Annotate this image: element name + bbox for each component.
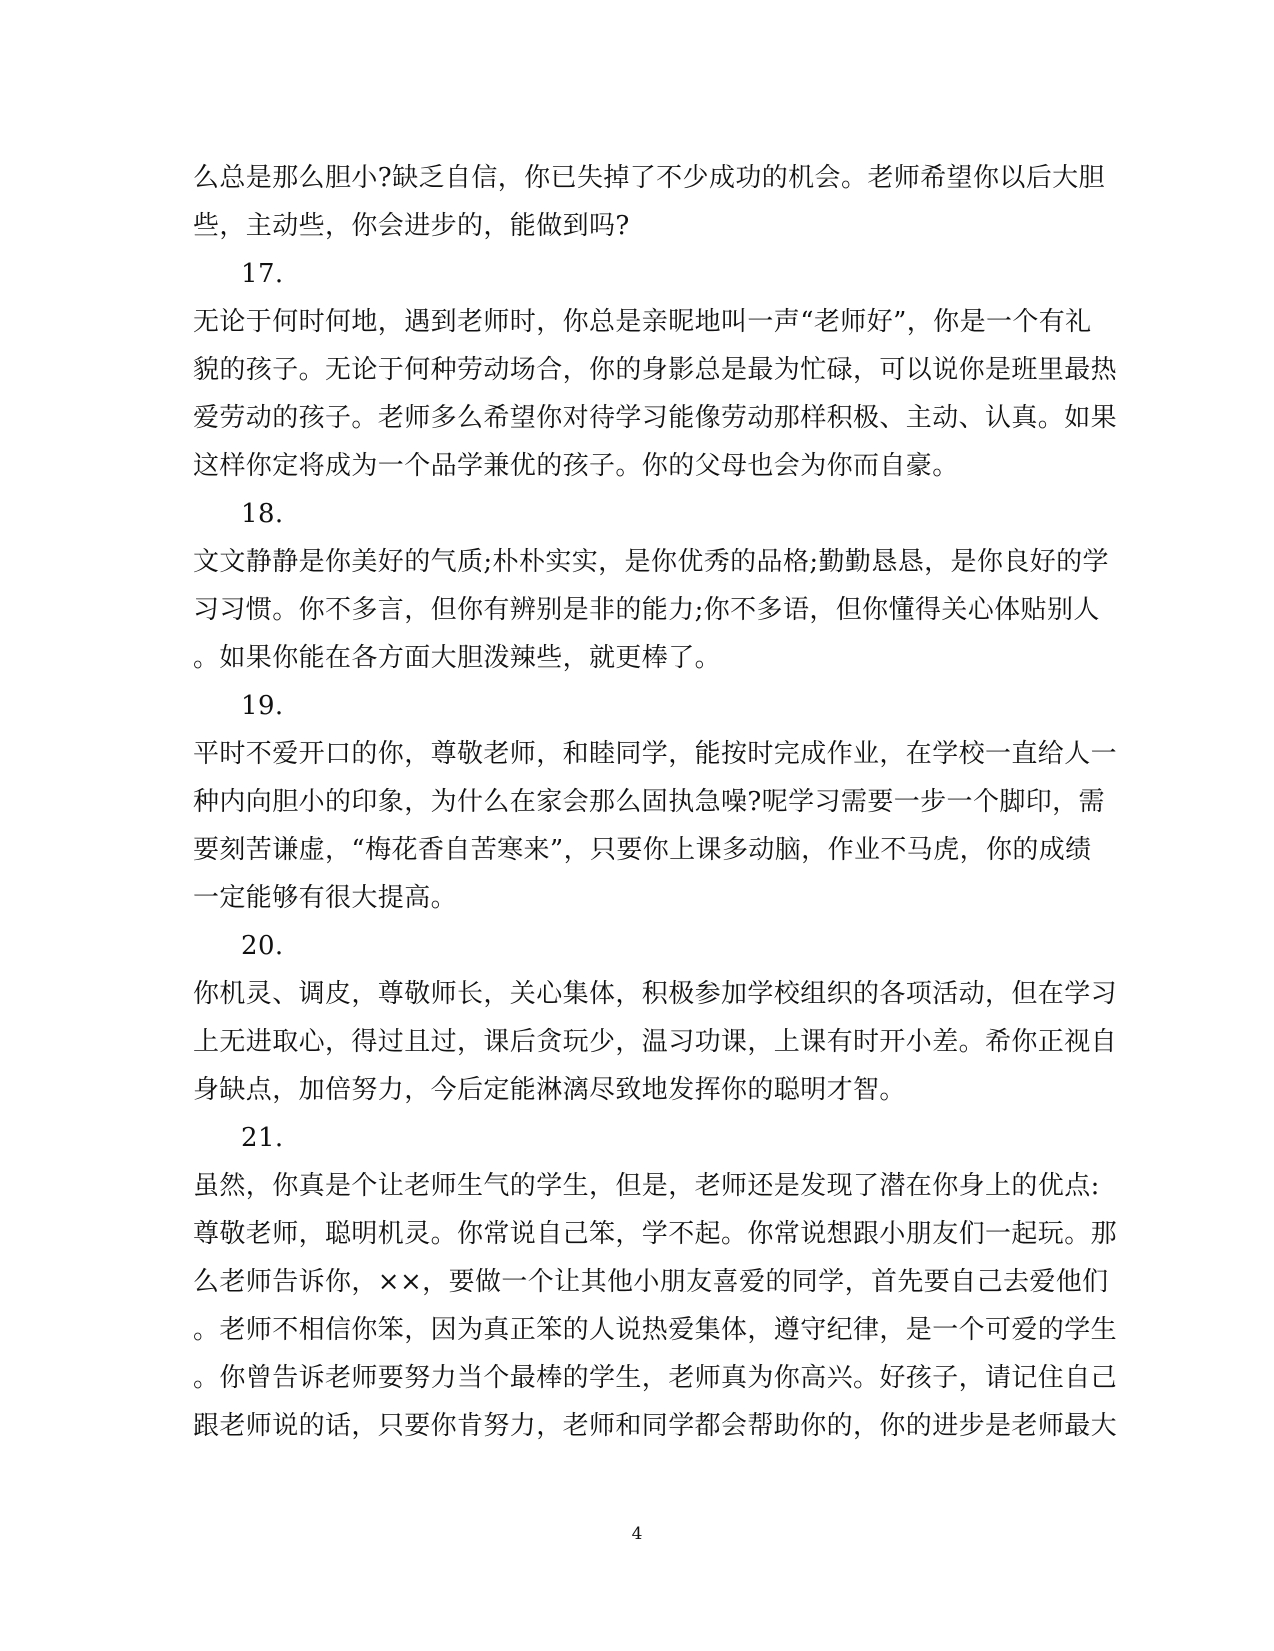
text-line: 。老师不相信你笨，因为真正笨的人说热爱集体，遵守纪律，是一个可爱的学生	[193, 1315, 1118, 1345]
comment-item-21	[193, 1114, 1118, 1450]
text-line: 种内向胆小的印象，为什么在家会那么固执急噪?呢学习需要一步一个脚印，需	[193, 787, 1105, 817]
text-line: 么总是那么胆小?缺乏自信，你已失掉了不少成功的机会。老师希望你以后大胆	[193, 163, 1105, 193]
item-number: 21.	[241, 1123, 284, 1153]
text-line: 。你曾告诉老师要努力当个最棒的学生，老师真为你高兴。好孩子，请记住自己	[193, 1363, 1118, 1393]
text-line: 要刻苦谦虚，“梅花香自苦寒来”，只要你上课多动脑，作业不马虎，你的成绩	[193, 835, 1092, 865]
comment-item-18	[193, 490, 1109, 682]
item-number: 19.	[241, 691, 284, 721]
text-line: 。如果你能在各方面大胆泼辣些，就更棒了。	[193, 643, 722, 673]
text-line: 你机灵、调皮，尊敬师长，关心集体，积极参加学校组织的各项活动，但在学习	[193, 979, 1118, 1009]
text-line: 些，主动些，你会进步的，能做到吗?	[193, 211, 630, 241]
comment-item-20	[193, 922, 1118, 1114]
text-line: 这样你定将成为一个品学兼优的孩子。你的父母也会为你而自豪。	[193, 451, 959, 481]
text-line: 貌的孩子。无论于何种劳动场合，你的身影总是最为忙碌，可以说你是班里最热	[193, 355, 1118, 385]
comment-item-19	[193, 682, 1118, 922]
text-line: 无论于何时何地，遇到老师时，你总是亲昵地叫一声“老师好”，你是一个有礼	[193, 307, 1092, 337]
text-line: 虽然，你真是个让老师生气的学生，但是，老师还是发现了潜在你身上的优点:	[193, 1171, 1100, 1201]
text-line: 一定能够有很大提高。	[193, 883, 458, 913]
item-number: 18.	[241, 499, 284, 529]
text-line: 跟老师说的话，只要你肯努力，老师和同学都会帮助你的，你的进步是老师最大	[193, 1411, 1118, 1441]
text-line: 爱劳动的孩子。老师多么希望你对待学习能像劳动那样积极、主动、认真。如果	[193, 403, 1118, 433]
text-line: 平时不爱开口的你，尊敬老师，和睦同学，能按时完成作业，在学校一直给人一	[193, 739, 1118, 769]
document-body	[193, 154, 1118, 1450]
text-line: 文文静静是你美好的气质;朴朴实实，是你优秀的品格;勤勤恳恳，是你良好的学	[193, 547, 1109, 577]
item-number: 17.	[241, 259, 284, 289]
comment-item-17	[193, 250, 1118, 490]
text-line: 尊敬老师，聪明机灵。你常说自己笨，学不起。你常说想跟小朋友们一起玩。那	[193, 1219, 1118, 1249]
page-number: 4	[631, 1524, 643, 1544]
paragraph-continuation	[193, 154, 1105, 250]
text-line: 上无进取心，得过且过，课后贪玩少，温习功课，上课有时开小差。希你正视自	[193, 1027, 1118, 1057]
text-line: 身缺点，加倍努力，今后定能淋漓尽致地发挥你的聪明才智。	[193, 1075, 906, 1105]
text-line: 么老师告诉你，××，要做一个让其他小朋友喜爱的同学，首先要自己去爱他们	[193, 1267, 1109, 1297]
item-number: 20.	[241, 931, 284, 961]
text-line: 习习惯。你不多言，但你有辨别是非的能力;你不多语，但你懂得关心体贴别人	[193, 595, 1100, 625]
